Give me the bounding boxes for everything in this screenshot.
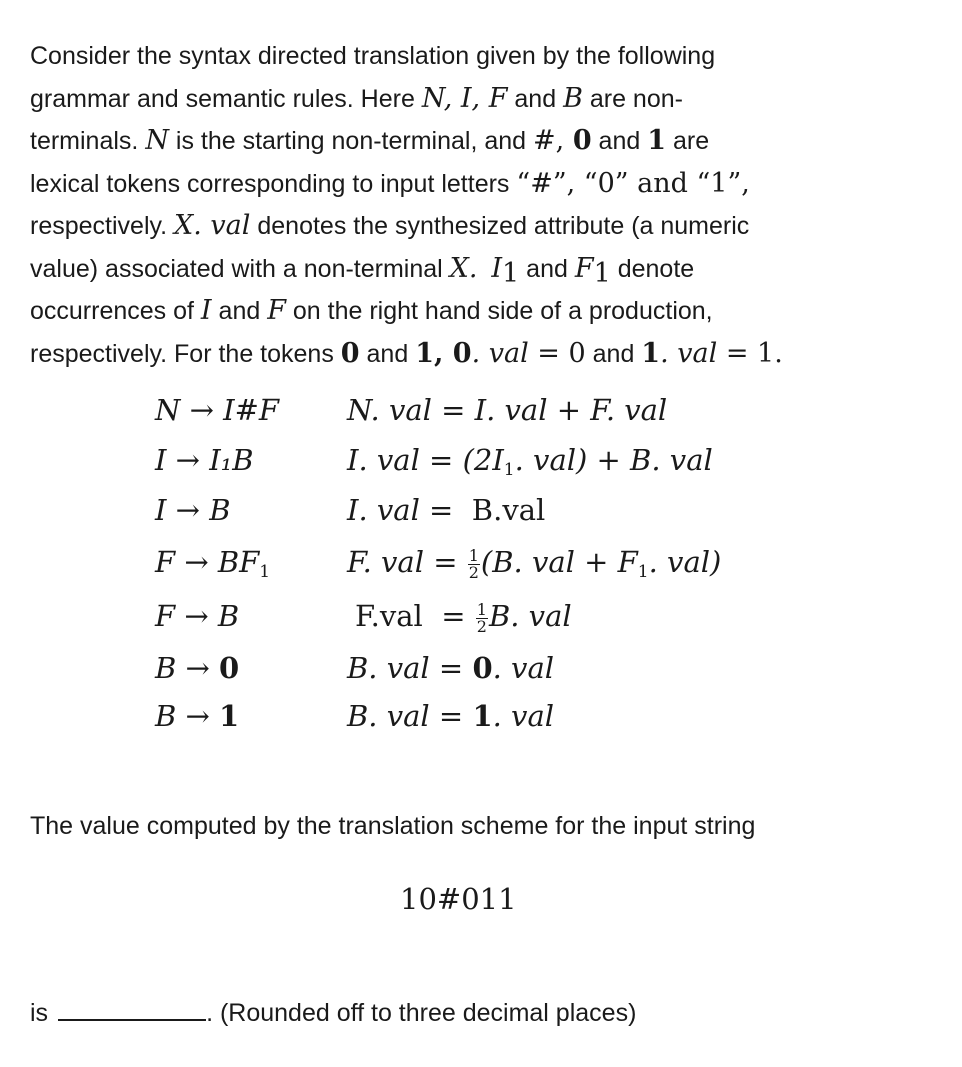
- math-nifb: N, I, F: [421, 82, 508, 114]
- intro-line-1: Consider the syntax directed translation given by the following: [30, 42, 716, 70]
- semantic-rule: B. val = 1. val: [347, 699, 555, 733]
- rule-row: [155, 699, 855, 749]
- semantic-rule: N. val = I. val + F. val: [347, 393, 668, 427]
- rule-row: [155, 599, 855, 649]
- production: $F \to BF_1$: [155, 545, 271, 582]
- rule-row: [155, 545, 855, 595]
- production: F → B: [155, 599, 240, 633]
- rule-row: [155, 443, 855, 493]
- rule-row: [155, 393, 855, 443]
- production: B → 1: [155, 699, 240, 733]
- production: B → 0: [155, 651, 240, 685]
- question-intro: [30, 35, 930, 375]
- intro-line-2: grammar and semantic rules. Here N, I, F and B are non-: [30, 82, 683, 114]
- production: I → I₁B: [155, 443, 254, 477]
- semantic-rule: I. val = B.val: [347, 493, 546, 527]
- production: I → B: [155, 493, 231, 527]
- semantic-rule: F.val = $\frac{1}{2}$ B. val: [355, 599, 572, 636]
- intro-line-8: respectively. For the tokens 0 and 1, 0. val = 0 and 1. val = 1.: [30, 337, 783, 369]
- semantic-rule: F. val = $\frac{1}{2}$ (B. val + $F_1$. val): [347, 545, 722, 582]
- intro-line-3: terminals. N is the starting non-terminal, and #, 0 and 1 are: [30, 125, 710, 156]
- semantic-rule: B. val = 0. val: [347, 651, 555, 685]
- rule-row: [155, 493, 855, 543]
- intro-line-4: lexical tokens corresponding to input letters “#”, “0” and “1”,: [30, 167, 750, 199]
- fraction-one-half: $\frac{1}{2}$: [468, 545, 479, 582]
- answer-line: [30, 997, 636, 1028]
- intro-line-6: value) associated with a non-terminal X. $I_1$ and $F_1$ denote: [30, 252, 695, 289]
- production: N → I#F: [155, 393, 279, 427]
- semantic-rule: I. val = ($2I_1$. val) + B. val: [347, 443, 713, 480]
- rule-row: [155, 651, 855, 701]
- answer-suffix: . (Rounded off to three decimal places): [206, 999, 637, 1027]
- answer-blank[interactable]: [58, 997, 206, 1021]
- answer-prefix: is: [30, 999, 49, 1027]
- intro-line-5: respectively. X. val denotes the synthesized attribute (a numeric: [30, 210, 750, 241]
- input-string: 10#011: [400, 882, 517, 916]
- question-text: The value computed by the translation scheme for the input string: [30, 812, 756, 840]
- intro-line-7: occurrences of I and F on the right hand side of a production,: [30, 295, 713, 326]
- fraction-one-half: $\frac{1}{2}$: [476, 599, 487, 636]
